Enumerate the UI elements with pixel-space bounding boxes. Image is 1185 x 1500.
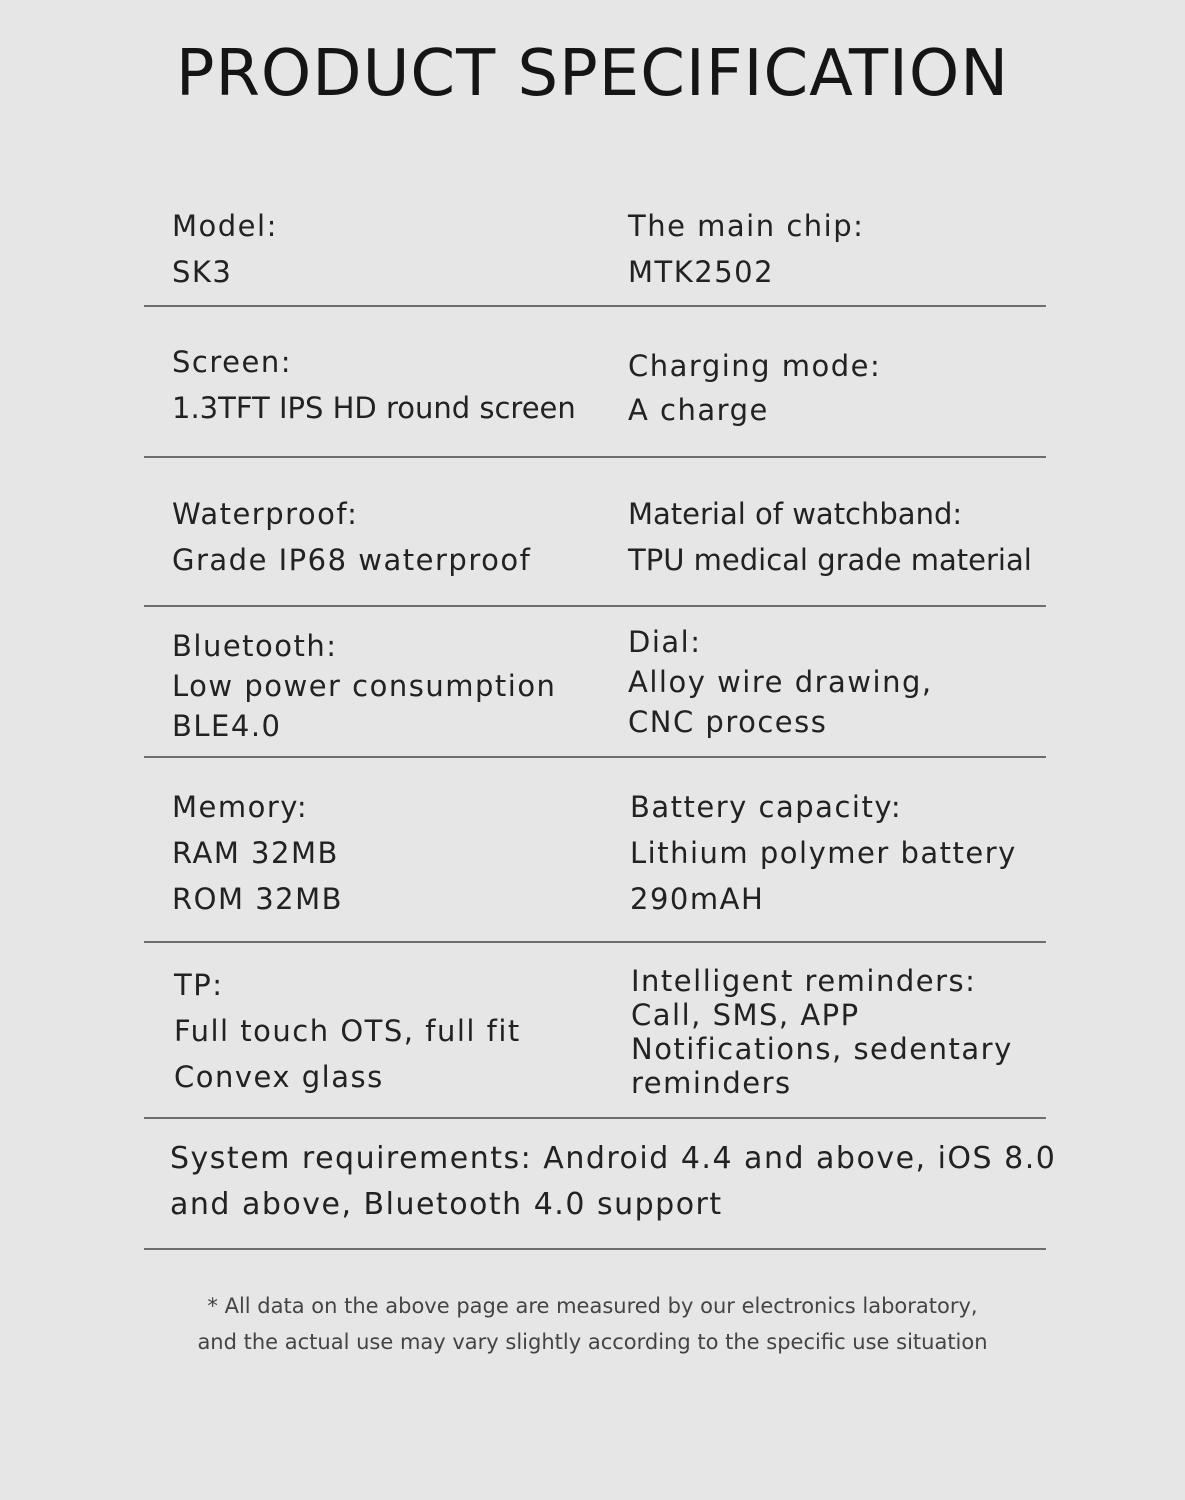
spec-value: reminders xyxy=(631,1066,792,1100)
spec-value: Grade IP68 waterproof xyxy=(172,543,532,577)
spec-screen xyxy=(172,342,576,428)
spec-label: Memory: xyxy=(172,790,309,824)
spec-value: Lithium polymer battery xyxy=(630,836,1017,870)
divider xyxy=(144,1117,1046,1119)
divider xyxy=(144,941,1046,943)
spec-label: Charging mode: xyxy=(628,349,882,383)
spec-memory xyxy=(172,784,343,922)
spec-value: Alloy wire drawing, xyxy=(628,665,933,699)
spec-value: 290mAH xyxy=(630,882,765,916)
spec-tp xyxy=(174,962,521,1100)
spec-bluetooth xyxy=(172,626,556,746)
spec-label: Waterproof: xyxy=(172,497,359,531)
spec-watchband-material xyxy=(628,494,1032,580)
spec-value: ROM 32MB xyxy=(172,882,344,916)
spec-label: The main chip: xyxy=(628,209,865,243)
spec-value: RAM 32MB xyxy=(172,836,339,870)
spec-label: Intelligent reminders: xyxy=(631,964,977,998)
system-requirements-line: and above, Bluetooth 4.0 support xyxy=(170,1187,723,1222)
spec-value: BLE4.0 xyxy=(172,709,282,743)
spec-label: Material of watchband: xyxy=(628,497,963,531)
spec-intelligent-reminders xyxy=(631,964,1013,1100)
page-title: PRODUCT SPECIFICATION xyxy=(175,37,1010,111)
spec-label: Model: xyxy=(172,209,278,243)
spec-value: SK3 xyxy=(172,255,233,289)
spec-value: CNC process xyxy=(628,705,828,739)
spec-value: A charge xyxy=(628,393,769,427)
spec-value: Notifications, sedentary xyxy=(631,1032,1013,1066)
divider xyxy=(144,605,1046,607)
footnote-line: and the actual use may vary slightly according to the specific use situation xyxy=(197,1330,988,1354)
divider xyxy=(144,1248,1046,1250)
spec-waterproof xyxy=(172,494,531,580)
spec-label: Dial: xyxy=(628,625,702,659)
spec-value: Convex glass xyxy=(174,1060,384,1094)
divider xyxy=(144,305,1046,307)
spec-label: Screen: xyxy=(172,345,292,379)
spec-label: Battery capacity: xyxy=(630,790,903,824)
divider xyxy=(144,756,1046,758)
footnote xyxy=(0,1288,1185,1360)
spec-label: Bluetooth: xyxy=(172,629,338,663)
spec-charging-mode xyxy=(628,346,881,430)
footnote-line: * All data on the above page are measured by our electronics laboratory, xyxy=(207,1294,978,1318)
spec-value: Full touch OTS, full fit xyxy=(174,1014,521,1048)
spec-dial xyxy=(628,622,933,742)
spec-value: Low power consumption xyxy=(172,669,557,703)
spec-value: 1.3TFT IPS HD round screen xyxy=(172,391,576,425)
system-requirements-line: System requirements: Android 4.4 and above, iOS 8.0 xyxy=(170,1141,1057,1176)
spec-value: TPU medical grade material xyxy=(628,543,1032,577)
spec-value: Call, SMS, APP xyxy=(631,998,860,1032)
system-requirements xyxy=(170,1136,1070,1228)
divider xyxy=(144,456,1046,458)
spec-label: TP: xyxy=(174,968,224,1002)
spec-main-chip xyxy=(628,206,864,292)
spec-model xyxy=(172,206,278,292)
spec-value: MTK2502 xyxy=(628,255,775,289)
spec-battery xyxy=(630,784,1017,922)
